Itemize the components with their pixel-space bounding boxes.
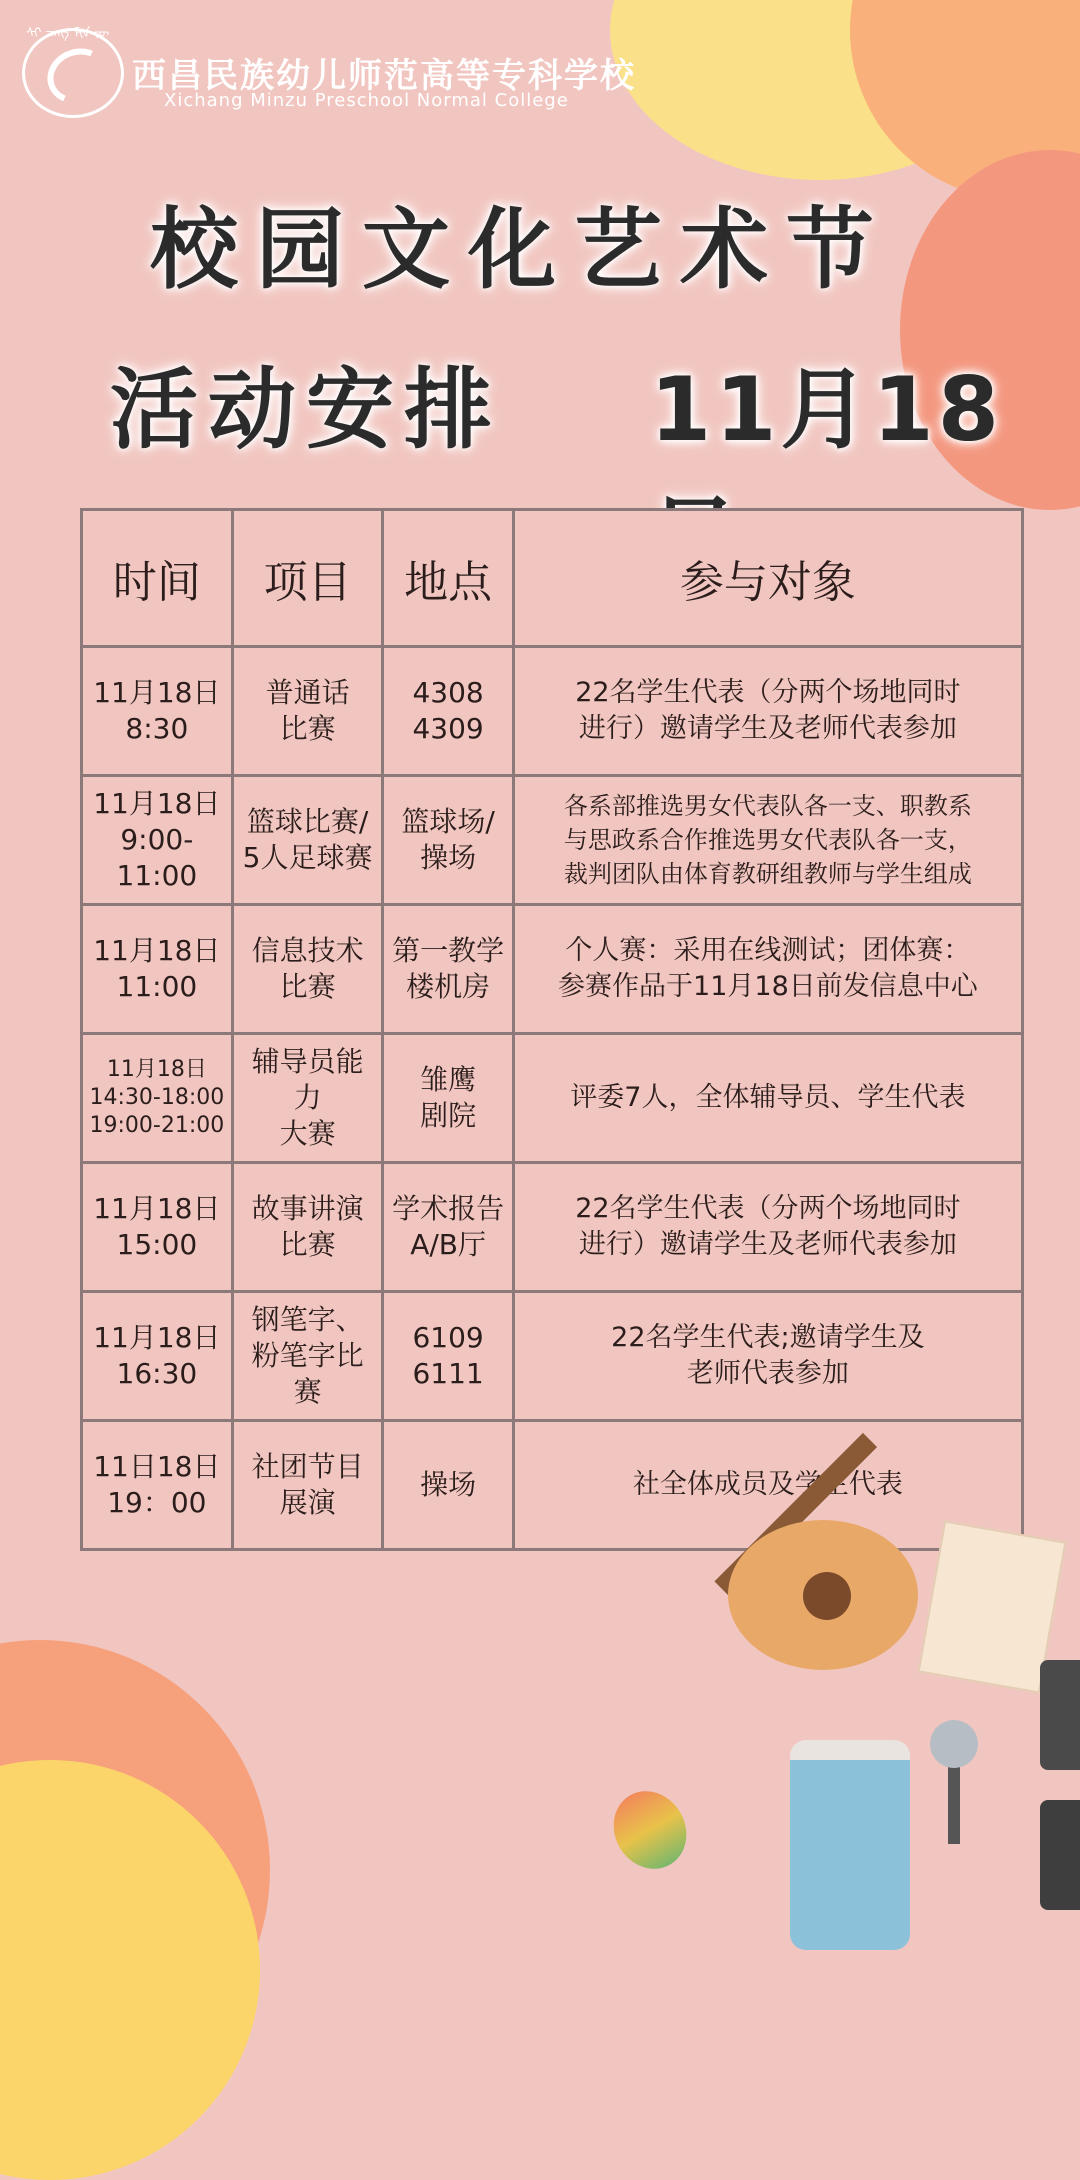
participants-line: 进行）邀请学生及老师代表参加 — [578, 713, 957, 744]
participants-line: 老师代表参加 — [686, 1358, 849, 1389]
item-line: 故事讲演 — [251, 1192, 364, 1225]
time-line: 11:00 — [116, 970, 198, 1003]
schedule-table — [80, 508, 1024, 1551]
participants-line: 22名学生代表（分两个场地同时 — [575, 1193, 961, 1224]
drum-icon — [790, 1740, 910, 1950]
speaker-icon — [1040, 1800, 1080, 1910]
place-line: 操场 — [420, 841, 477, 874]
cell-participants — [513, 1163, 1022, 1292]
place-line: 第一教学 — [392, 934, 505, 967]
participants-line: 个人赛：采用在线测试；团体赛： — [565, 935, 971, 966]
time-line: 11:00 — [116, 859, 198, 892]
cell-item — [232, 1034, 383, 1163]
cell-time — [82, 1163, 233, 1292]
item-line: 普通话 — [265, 676, 350, 709]
header-item: 项目 — [232, 510, 383, 647]
time-line: 11月18日 — [93, 676, 221, 709]
cell-item — [232, 776, 383, 905]
item-line: 粉笔字比赛 — [251, 1339, 364, 1408]
time-line: 11月18日 — [93, 934, 221, 967]
cell-place — [383, 647, 513, 776]
participants-line: 裁判团队由体育教研组教师与学生组成 — [563, 860, 972, 888]
place-line: 6111 — [412, 1357, 484, 1390]
header-participants: 参与对象 — [513, 510, 1022, 647]
item-line: 大赛 — [279, 1117, 336, 1150]
participants-line: 参赛作品于11月18日前发信息中心 — [558, 971, 978, 1002]
participants-line: 22名学生代表;邀请学生及 — [611, 1322, 925, 1353]
place-line: 4308 — [412, 676, 484, 709]
logo-script-line: ᠰᠢ ᠴᠠᠩ ᠮᠢᠨ ᠵᠦ — [26, 26, 110, 41]
event-date: 11月18 — [650, 358, 1003, 461]
place-line: 楼机房 — [406, 970, 491, 1003]
participants-line: 与思政系合作推选男女代表队各一支， — [563, 826, 972, 854]
page-title: 校园文化艺术节 — [150, 198, 893, 301]
time-line: 11日18日 — [93, 1450, 221, 1483]
item-line: 比赛 — [279, 712, 336, 745]
time-line: 8:30 — [125, 712, 189, 745]
item-line: 篮球比赛/ — [246, 805, 369, 838]
item-line: 5人足球赛 — [242, 841, 373, 874]
participants-line: 评委7人，全体辅导员、学生代表 — [570, 1082, 966, 1113]
cell-item — [232, 1421, 383, 1550]
place-line: 6109 — [412, 1321, 484, 1354]
cell-participants — [513, 1034, 1022, 1163]
cell-participants — [513, 647, 1022, 776]
cell-item — [232, 1292, 383, 1421]
cell-participants — [513, 905, 1022, 1034]
place-line: 4309 — [412, 712, 484, 745]
college-name-en: Xichang Minzu Preschool Normal College — [164, 90, 569, 111]
item-line: 比赛 — [279, 970, 336, 1003]
cell-place — [383, 1163, 513, 1292]
table-row — [82, 905, 1023, 1034]
microphone-handle-icon — [948, 1764, 960, 1844]
time-line: 14:30-18:00 — [89, 1085, 225, 1110]
microphone-icon — [930, 1720, 978, 1768]
item-line: 社团节目 — [251, 1450, 364, 1483]
time-line: 16:30 — [116, 1357, 198, 1390]
cell-item — [232, 905, 383, 1034]
time-line: 9:00- — [120, 823, 194, 856]
cell-place — [383, 776, 513, 905]
college-name-cn: 西昌民族幼儿师范高等专科学校 — [132, 56, 636, 96]
time-line: 15:00 — [116, 1228, 198, 1261]
table-row — [82, 1034, 1023, 1163]
table-header-row — [82, 510, 1023, 647]
place-line: 剧院 — [420, 1099, 477, 1132]
place-line: 雏鹰 — [420, 1063, 477, 1096]
time-line: 11月18日 — [106, 1057, 207, 1082]
cell-place — [383, 905, 513, 1034]
participants-line: 各系部推选男女代表队各一支、职教系 — [563, 792, 972, 820]
cell-time — [82, 1421, 233, 1550]
cell-participants — [513, 776, 1022, 905]
item-line: 比赛 — [279, 1228, 336, 1261]
bird-emblem-icon — [40, 40, 117, 112]
cell-time — [82, 776, 233, 905]
table-row — [82, 647, 1023, 776]
cell-item — [232, 1163, 383, 1292]
header-time: 时间 — [82, 510, 233, 647]
table-row — [82, 1292, 1023, 1421]
college-logo-icon — [22, 28, 124, 118]
participants-line: 22名学生代表（分两个场地同时 — [575, 677, 961, 708]
cell-participants — [513, 1292, 1022, 1421]
place-line: A/B厅 — [410, 1228, 487, 1261]
cell-time — [82, 905, 233, 1034]
cell-place — [383, 1292, 513, 1421]
time-line: 11月18日 — [93, 1321, 221, 1354]
page-subtitle: 活动安排 — [110, 358, 503, 461]
cell-time — [82, 1292, 233, 1421]
cell-place — [383, 1034, 513, 1163]
table-row — [82, 1163, 1023, 1292]
place-line: 学术报告 — [392, 1192, 505, 1225]
table-row — [82, 1421, 1023, 1550]
time-line: 19：00 — [107, 1486, 207, 1519]
maraca-icon — [600, 1778, 701, 1882]
cell-time — [82, 1034, 233, 1163]
place-line: 操场 — [420, 1468, 477, 1501]
table-row — [82, 776, 1023, 905]
cell-time — [82, 647, 233, 776]
item-line: 信息技术 — [251, 934, 364, 967]
guitar-soundhole-icon — [803, 1572, 851, 1620]
cell-place — [383, 1421, 513, 1550]
place-line: 篮球场/ — [401, 805, 495, 838]
item-line: 钢笔字、 — [251, 1303, 364, 1336]
item-line: 展演 — [279, 1486, 336, 1519]
time-line: 11月18日 — [93, 787, 221, 820]
cell-item — [232, 647, 383, 776]
header-place: 地点 — [383, 510, 513, 647]
item-line: 辅导员能力 — [251, 1045, 364, 1114]
participants-line: 进行）邀请学生及老师代表参加 — [578, 1229, 957, 1260]
time-line: 19:00-21:00 — [89, 1113, 225, 1138]
time-line: 11月18日 — [93, 1192, 221, 1225]
speaker-icon — [1040, 1660, 1080, 1770]
participants-line: 社全体成员及学生代表 — [632, 1469, 903, 1500]
